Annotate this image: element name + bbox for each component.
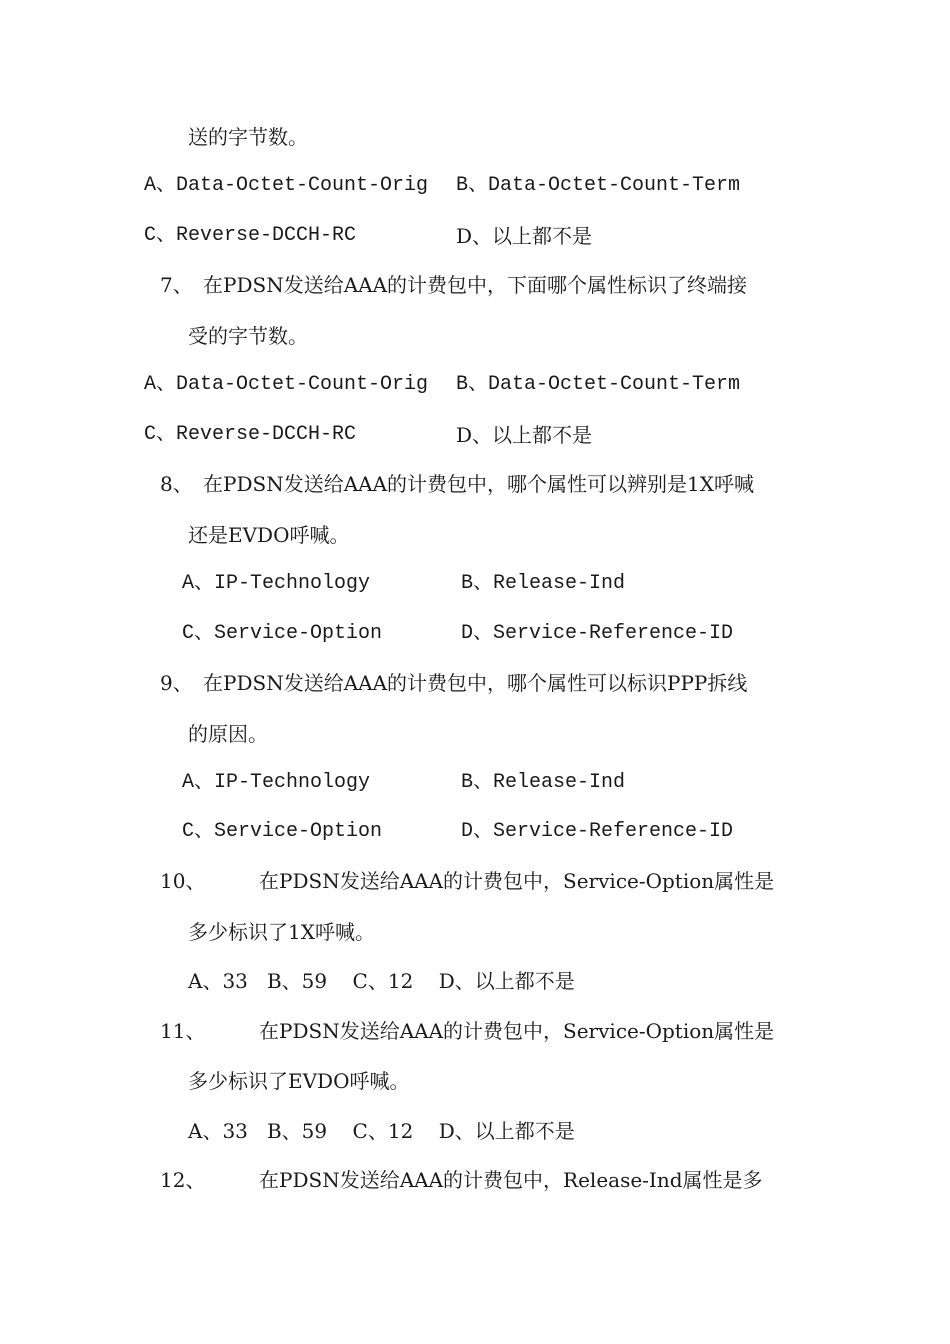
q9-option-b: B、Release-Ind — [461, 771, 626, 794]
q8-text-line2: 还是EVDO呼喊。 — [188, 523, 350, 547]
q8-number: 8、 — [160, 472, 193, 496]
q9-option-a: A、IP-Technology — [182, 771, 371, 794]
q6-continuation: 送的字节数。 — [188, 125, 308, 149]
q8-option-d: D、Service-Reference-ID — [461, 622, 734, 645]
q7-text-line2: 受的字节数。 — [188, 324, 308, 348]
q8-text-line1: 在PDSN发送给AAA的计费包中，哪个属性可以辨别是1X呼喊 — [203, 472, 754, 496]
q11-text-line2: 多少标识了EVDO呼喊。 — [188, 1069, 410, 1093]
q10-text-line1: 在PDSN发送给AAA的计费包中，Service-Option属性是 — [259, 869, 775, 893]
q12-number: 12、 — [160, 1168, 206, 1192]
q9-text-line2: 的原因。 — [188, 722, 268, 746]
q7-option-d: D、以上都不是 — [456, 423, 593, 447]
q7-option-a: A、Data-Octet-Count-Orig — [144, 373, 429, 396]
q8-option-a: A、IP-Technology — [182, 572, 371, 595]
q11-options: A、33 B、59 C、12 D、以上都不是 — [188, 1119, 575, 1143]
q7-option-b: B、Data-Octet-Count-Term — [456, 373, 741, 396]
q6-option-d: D、以上都不是 — [456, 224, 593, 248]
q6-option-c: C、Reverse-DCCH-RC — [144, 224, 357, 247]
q12-text-line1: 在PDSN发送给AAA的计费包中，Release-Ind属性是多 — [259, 1168, 763, 1192]
q6-option-b: B、Data-Octet-Count-Term — [456, 174, 741, 197]
q11-number: 11、 — [160, 1019, 206, 1043]
q8-option-c: C、Service-Option — [182, 622, 383, 645]
q6-option-a: A、Data-Octet-Count-Orig — [144, 174, 429, 197]
q10-options: A、33 B、59 C、12 D、以上都不是 — [188, 969, 575, 993]
q7-text-line1: 在PDSN发送给AAA的计费包中，下面哪个属性标识了终端接 — [203, 273, 748, 297]
q9-number: 9、 — [160, 671, 193, 695]
q9-option-c: C、Service-Option — [182, 820, 383, 843]
q11-text-line1: 在PDSN发送给AAA的计费包中，Service-Option属性是 — [259, 1019, 775, 1043]
q8-option-b: B、Release-Ind — [461, 572, 626, 595]
q10-text-line2: 多少标识了1X呼喊。 — [188, 920, 375, 944]
q7-option-c: C、Reverse-DCCH-RC — [144, 423, 357, 446]
q7-number: 7、 — [160, 273, 193, 297]
q9-text-line1: 在PDSN发送给AAA的计费包中，哪个属性可以标识PPP拆线 — [203, 671, 748, 695]
q10-number: 10、 — [160, 869, 206, 893]
q9-option-d: D、Service-Reference-ID — [461, 820, 734, 843]
